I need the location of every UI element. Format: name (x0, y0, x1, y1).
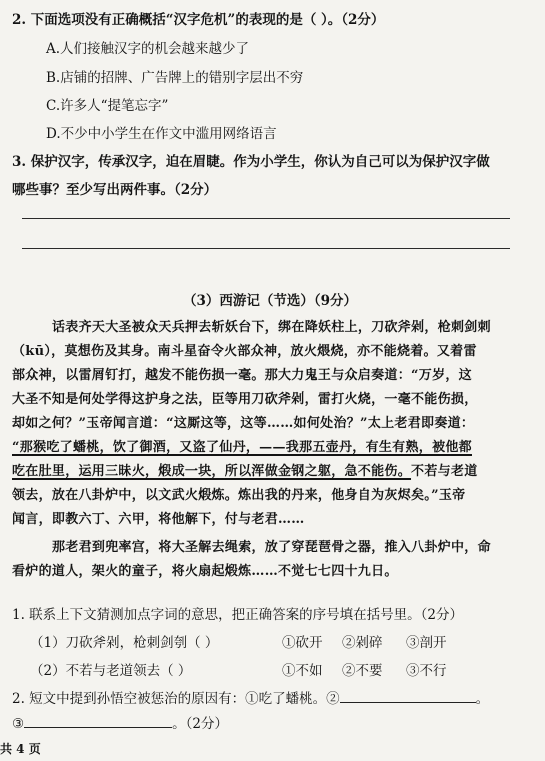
q3-answer-line-2[interactable] (22, 248, 510, 249)
q2-option-d: D.不少中小学生在作文中滥用网络语言 (46, 126, 277, 142)
sq1-row2-option-2: ②不要 (342, 663, 383, 679)
passage-line-with-underline (12, 460, 478, 479)
sq1-row2-option-3: ③不行 (406, 663, 447, 679)
passage-line: 闻言，即教六丁、六甲，将他解下，付与老君…… (12, 512, 305, 527)
sq1-row1-option-1: ①砍开 (282, 635, 323, 651)
underlined-sentence-line1: “那猴吃了蟠桃，饮了御酒，又盗了仙丹，——我那五壶丹，有生有熟，被他都 (12, 440, 472, 455)
q3-stem-line1: 3. 保护汉字，传承汉字，迫在眉睫。作为小学生，你认为自己可以为保护汉字做 (12, 154, 490, 170)
q2-option-c: C.许多人“提笔忘字” (46, 98, 169, 114)
sq2-line2-prefix: ③ (12, 716, 25, 732)
sq2-line2-suffix: 。（2分） (172, 716, 228, 732)
sq2-line2 (12, 712, 228, 732)
q3-answer-line-1[interactable] (22, 218, 510, 219)
sq1-row2-text: （2）不若与老道领去（ ） (30, 663, 192, 679)
q2-option-a: A.人们接触汉字的机会越来越少了 (46, 41, 250, 57)
section-title: （3）西游记（节选）（9分） (183, 293, 358, 309)
q2-option-b: B.店铺的招牌、广告牌上的错别字层出不穷 (46, 70, 304, 86)
sq1-stem: 1. 联系上下文猜测加点字词的意思，把正确答案的序号填在括号里。（2分） (12, 607, 464, 623)
sq1-row1-text: （1）刀砍斧剁，枪刺剑刳（ ） (30, 635, 219, 651)
q3-stem-line2: 哪些事？至少写出两件事。（2分） (12, 182, 218, 198)
sq2-blank-2[interactable] (340, 690, 476, 703)
sq2-line1 (12, 687, 489, 707)
sq1-row1-option-3: ③剖开 (406, 635, 447, 651)
page-footer: 共 4 页 (0, 742, 41, 756)
passage-line: 看炉的道人，架火的童子，将火扇起煅炼……不觉七七四十九日。 (12, 564, 398, 579)
passage-line: 大圣不知是何处学得这护身之法，臣等用刀砍斧剁，雷打火烧，一毫不能伤损， (12, 392, 478, 407)
sq1-row1-option-2: ②剁碎 (342, 635, 383, 651)
passage-line: 领去，放在八卦炉中，以文武火煅炼。炼出我的丹来，他身自为灰烬矣。”玉帝 (12, 488, 466, 503)
passage-text: 不若与老道 (411, 464, 478, 479)
passage-line: 话表齐天大圣被众天兵押去斩妖台下，绑在降妖柱上，刀砍斧剁，枪刺剑刺 (52, 320, 491, 335)
sq2-line1-prefix: 2. 短文中提到孙悟空被惩治的原因有：①吃了蟠桃。② (12, 691, 340, 707)
q2-stem: 2. 下面选项没有正确概括“汉字危机”的表现的是（ ）。（2分） (12, 12, 385, 28)
passage-line: 却如之何？”玉帝闻言道：“这厮这等，这等……如何处治？”太上老君即奏道： (12, 416, 475, 431)
underlined-sentence-line2: 吃在肚里，运用三昧火，煅成一块，所以浑做金钢之躯，急不能伤。 (12, 464, 412, 479)
sq2-line1-end: 。 (475, 691, 490, 707)
passage-line: 部众神，以雷屑钉打，越发不能伤损一毫。那大力鬼王与众启奏道：“万岁，这 (12, 368, 472, 383)
sq1-row2-option-1: ①不如 (282, 663, 323, 679)
sq2-blank-3[interactable] (24, 715, 172, 728)
passage-line: （kū），莫想伤及其身。南斗星奋令火部众神，放火煨烧，亦不能烧着。又着雷 (12, 344, 477, 359)
passage-line: 那老君到兜率宫，将大圣解去绳索，放了穿琵琶骨之器，推入八卦炉中，命 (52, 540, 491, 555)
